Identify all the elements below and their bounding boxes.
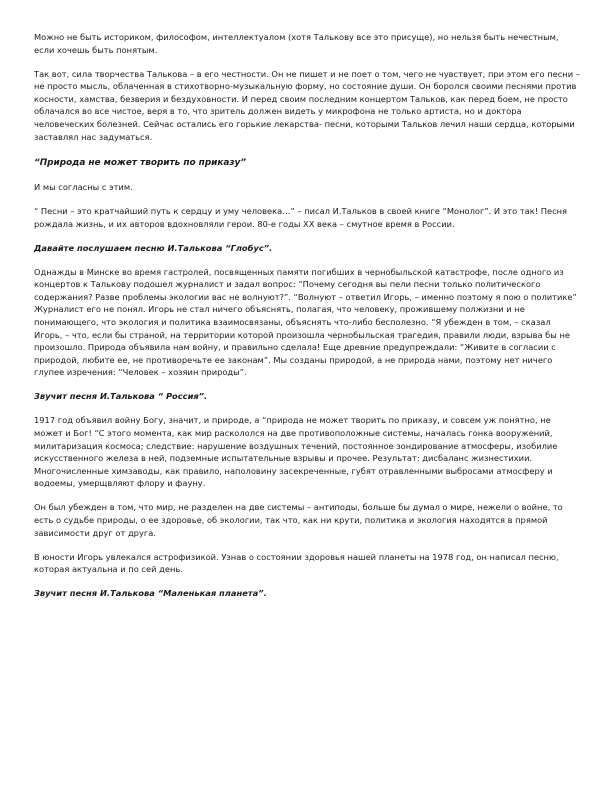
song-heading-globus: Давайте послушаем песню И.Талькова “Глобус”. bbox=[34, 242, 273, 253]
paragraph-agree: И мы согласны с этим. bbox=[34, 182, 133, 193]
paragraph-1917: 1917 год объявил войну Богу, значит, и природе, а “природа не может творить по приказу, и совсем уж понятно, не может и Бог! “С этого момента, как мир раскололся на две противоположные системы, началась гонка вооружений, милитаризация космоса; следствие: нарушение воздушных течений, постоянное зондирование атмосферы, изобилие искусственного железа в ней, подземные испытательные взрывы и прочее. Результат: дисбаланс жизнестихии. Многочисленные химзаводы, как правило, наполовину засекреченные, губят отравленными выбросами атмосферу и водоемы, умерщвляют флору и фауну. bbox=[34, 415, 558, 489]
section-heading-nature: “Природа не может творить по приказу” bbox=[34, 158, 247, 169]
paragraph-youth: В юности Игорь увлекался астрофизикой. Узнав о состоянии здоровья нашей планеты на 1978 год, он написал песню, которая актуальна и по сей день. bbox=[34, 551, 559, 575]
song-heading-small-planet: Звучит песня И.Талькова “Маленькая планета”. bbox=[34, 588, 267, 599]
song-heading-russia: Звучит песня И.Талькова “ Россия”. bbox=[34, 391, 208, 402]
paragraph-honesty: Так вот, сила творчества Талькова – в его честности. Он не пишет и не поет о том, чего не чувствует, при этом его песни – не просто мысль, облаченная в стихотворно-музыкальную форму, но состояние души. Он боролся своими песнями против косности, хамства, безверия и бездуховности. И перед своим последним концертом Тальков, как перед боем, не просто облачался во все чистое, веря в то, что зритель должен видеть у микрофона не только артиста, но и доктора человеческих болезней. Сейчас остались его горькие лекарства- песни, которыми Тальков лечил наши сердца, которыми заставлял нас задуматься. bbox=[34, 68, 580, 142]
paragraph-systems: Он был убежден в том, что мир, не разделен на две системы – антиподы, больше бы думал о мире, нежели о войне, то есть о судьбе природы, о ее здоровье, об экологии, так что, как ни крути, политика и экология находятся в прямой зависимости друг от друга. bbox=[34, 502, 563, 538]
document-page bbox=[34, 31, 580, 611]
paragraph-songs-path: “ Песни – это кратчайший путь к сердцу и уму человека…” – писал И.Тальков в своей книге “Монолог”. И это так! Песня рождала жизнь, и их авторов вдохновляли герои. 80-е годы ХХ века – смутное время в России. bbox=[34, 206, 568, 229]
paragraph-intro: Можно не быть историком, философом, интеллектуалом (хотя Талькову все это присуще), но нельзя быть нечестным, если хочешь быть понятым. bbox=[34, 32, 559, 55]
paragraph-minsk: Однажды в Минске во время гастролей, посвященных памяти погибших в чернобыльской катастрофе, после одного из концертов к Талькову подошел журналист и задал вопрос: “Почему сегодня вы пели песни только политического содержания? Разве проблемы экологии вас не волнуют?”. “Волнуют – ответил Игорь, – именно поэтому я пою о политике” Журналист его не понял. Игорь не стал ничего объяснять, полагая, что человеку, прожившему полжизни и не понимающего, что экология и политика взаимосвязаны, объяснять что-либо бесполезно. “Я убежден в том, – сказал Игорь, – что, если бы страной, на территории которой произошла чернобыльская трагедия, правили люди, взрыва бы не произошло. Природа объявила нам войну, и правильно сделала! Еще древние предупреждали: “Живите в согласии с природой, любите ее, не противоречьте ее законам”. Мы созданы природой, а не природа нами, поэтому нет ничего глупее изречения: “Человек – хозяин природы”. bbox=[34, 266, 577, 378]
